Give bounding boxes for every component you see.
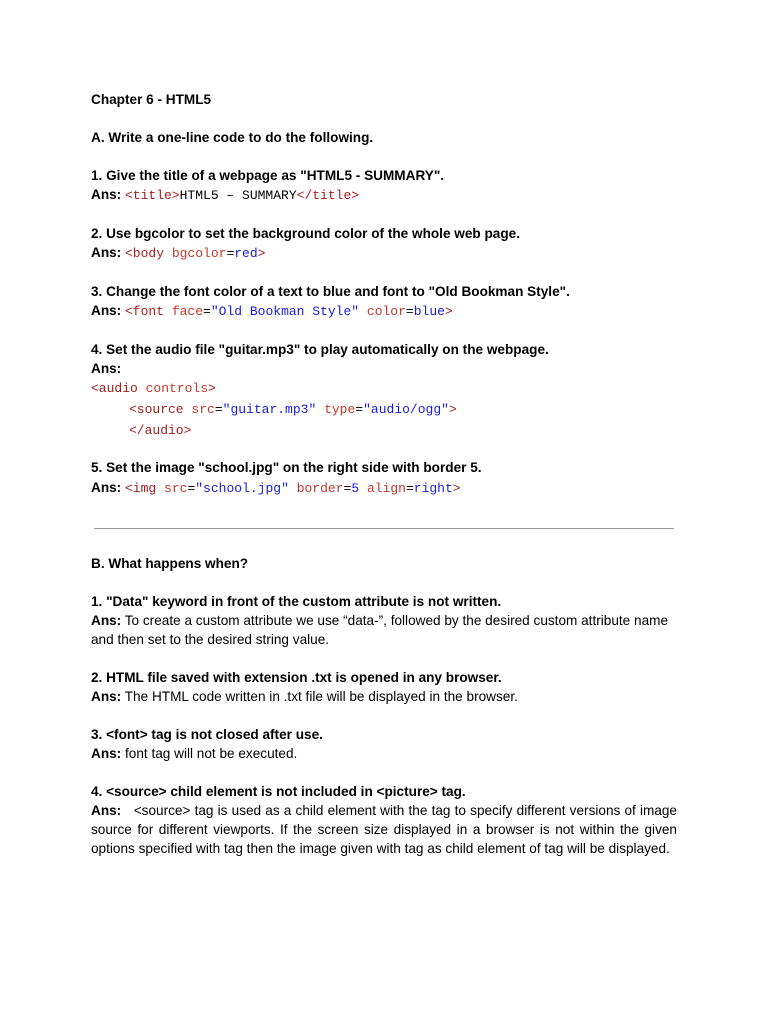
code-attr: type <box>324 402 356 417</box>
code-line <box>91 399 677 420</box>
code-val: "audio/ogg" <box>363 402 449 417</box>
ans-label: Ans: <box>91 187 122 202</box>
code-tag: <font <box>125 304 165 319</box>
section-b <box>91 554 677 858</box>
code-tag: > <box>448 402 457 417</box>
code-tag: <title> <box>125 188 180 203</box>
ans-label: Ans: <box>91 480 122 495</box>
code-eq: = <box>214 402 223 417</box>
code-val: "school.jpg" <box>195 481 289 496</box>
code-attr: bgcolor <box>171 246 227 261</box>
code-val: red <box>234 246 258 261</box>
code-tag: > <box>452 481 461 496</box>
b2-answer-text: The HTML code written in .txt file will be displayed in the browser. <box>124 689 518 704</box>
ans-label: Ans: <box>91 746 122 761</box>
b3-answer-text: font tag will not be executed. <box>125 746 298 761</box>
ans-label: Ans: <box>91 689 122 704</box>
b4-answer <box>91 801 677 858</box>
ans-label: Ans: <box>91 613 122 628</box>
code-eq: = <box>405 304 414 319</box>
code-tag: <body <box>125 246 165 261</box>
code-eq: = <box>343 481 352 496</box>
code-val: 5 <box>351 481 360 496</box>
a2-question: 2. Use bgcolor to set the background color of the whole web page. <box>91 226 521 241</box>
b2-answer <box>91 687 677 706</box>
document-page <box>91 90 677 499</box>
a1-code <box>125 188 359 203</box>
code-tag: <source <box>129 402 184 417</box>
code-tag: > <box>208 381 216 396</box>
b1-question: 1. "Data" keyword in front of the custom attribute is not written. <box>91 594 502 609</box>
code-eq: = <box>187 481 196 496</box>
code-attr: border <box>296 481 344 496</box>
code-tag: > <box>444 304 453 319</box>
ans-label: Ans: <box>91 303 122 318</box>
a2-answer <box>91 243 677 263</box>
b1-answer-text: To create a custom attribute we use “data-”, followed by the desired custom attribute name and then set to the desired string value. <box>91 613 669 647</box>
a3-code <box>125 304 453 319</box>
a5-question: 5. Set the image "school.jpg" on the right side with border 5. <box>91 460 482 475</box>
code-attr: src <box>164 481 188 496</box>
a5-code <box>125 481 461 496</box>
code-line <box>91 378 677 399</box>
a4-question: 4. Set the audio file "guitar.mp3" to play automatically on the webpage. <box>91 342 549 357</box>
b4-question: 4. <source> child element is not included in <picture> tag. <box>91 784 466 799</box>
code-eq: = <box>203 304 211 319</box>
horizontal-divider <box>94 528 674 529</box>
ans-label: Ans: <box>91 245 122 260</box>
code-attr: src <box>191 402 215 417</box>
code-val: right <box>413 481 453 496</box>
chapter-title: Chapter 6 - HTML5 <box>91 92 212 107</box>
a3-question: 3. Change the font color of a text to blue and font to "Old Bookman Style". <box>91 284 570 299</box>
a2-code <box>125 246 265 261</box>
a5-answer <box>91 477 677 499</box>
code-eq: = <box>355 402 364 417</box>
a1-answer <box>91 185 677 205</box>
code-tag: </title> <box>296 188 360 203</box>
code-val: blue <box>413 304 445 319</box>
code-attr: face <box>171 304 204 319</box>
code-tag: <audio <box>91 381 138 396</box>
a4-code-block <box>91 378 677 441</box>
b3-answer <box>91 744 677 763</box>
code-val: "Old Bookman Style" <box>210 304 360 319</box>
code-tag: <img <box>125 481 157 496</box>
code-eq: = <box>405 481 414 496</box>
b3-question: 3. <font> tag is not closed after use. <box>91 727 323 742</box>
code-attr: align <box>366 481 406 496</box>
ans-label: Ans: <box>91 361 122 376</box>
section-b-heading: B. What happens when? <box>91 556 249 571</box>
code-tag: > <box>257 246 266 261</box>
section-a-heading: A. Write a one-line code to do the following. <box>91 130 374 145</box>
b2-question: 2. HTML file saved with extension .txt is opened in any browser. <box>91 670 502 685</box>
code-val: "guitar.mp3" <box>222 402 317 417</box>
code-attr: controls <box>145 381 209 396</box>
code-tag: </audio> <box>129 423 192 438</box>
a1-question: 1. Give the title of a webpage as "HTML5 - SUMMARY". <box>91 168 445 183</box>
ans-label: Ans: <box>91 803 122 818</box>
b1-answer <box>91 611 677 649</box>
b4-answer-text: <source> tag is used as a child element with the tag to specify different versions of image source for different viewports. If the screen size displayed in a browser is not within the given options specified with tag then the image given with tag as child element of tag will be displayed. <box>91 803 677 856</box>
code-eq: = <box>226 246 235 261</box>
code-line <box>91 420 677 441</box>
code-attr: color <box>366 304 406 319</box>
code-text: HTML5 – SUMMARY <box>179 188 297 203</box>
a3-answer <box>91 301 677 321</box>
